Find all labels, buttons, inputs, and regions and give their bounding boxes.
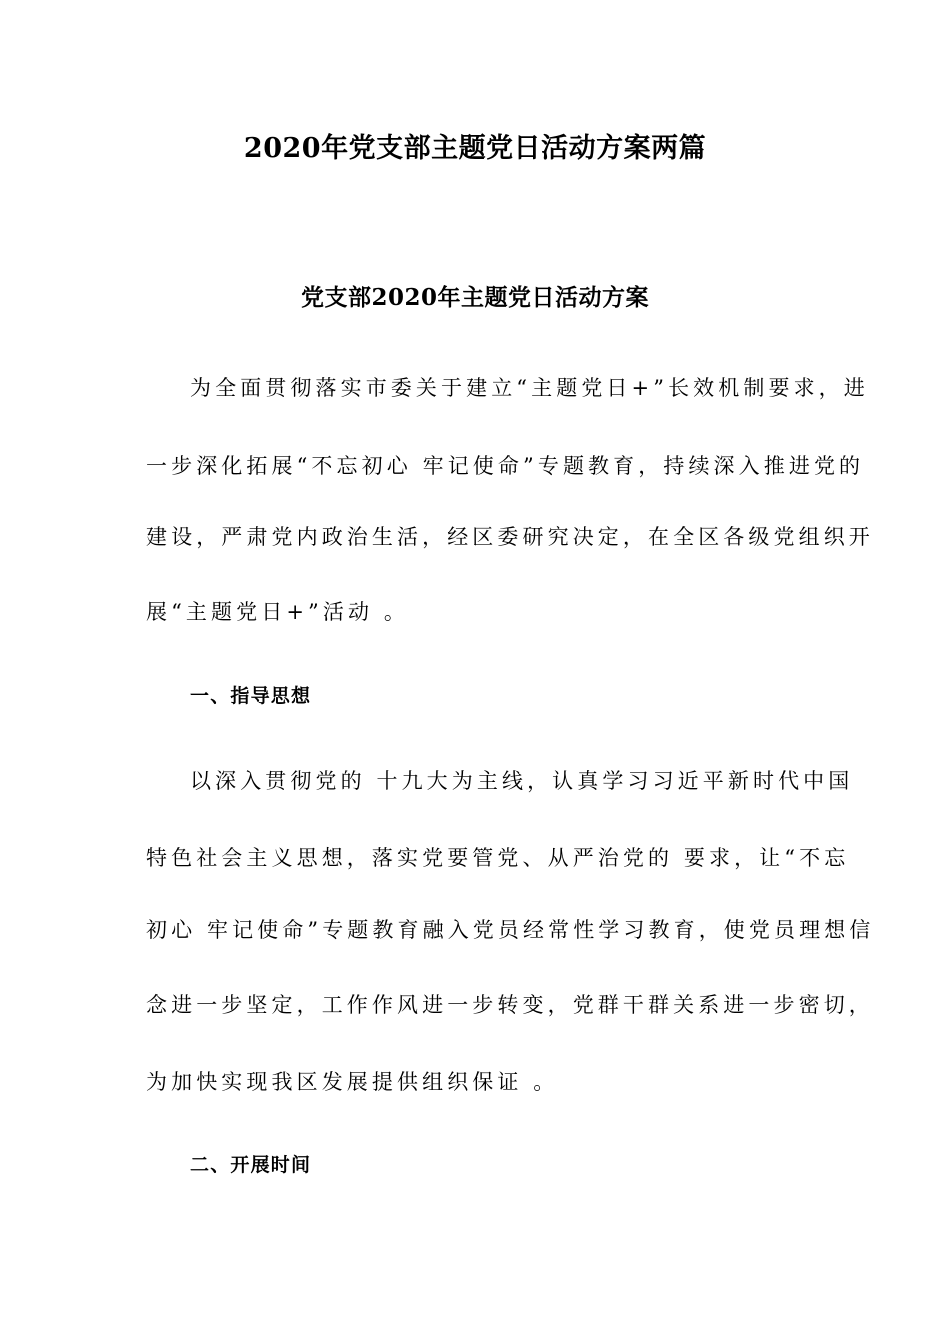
document-title: 2020年党支部主题党日活动方案两篇 bbox=[243, 133, 707, 164]
intro-paragraph-line: 为全面贯彻落实市委关于建立“主题党日+”长效机制要求，进 bbox=[190, 376, 869, 400]
intro-paragraph-line: 建设，严肃党内政治生活，经区委研究决定，在全区各级党组织开 bbox=[146, 525, 874, 549]
section1-paragraph-line: 特色社会主义思想，落实党要管党、从严治党的 要求，让“不忘 bbox=[146, 846, 850, 870]
section1-paragraph-line: 以深入贯彻党的 十九大为主线，认真学习习近平新时代中国 bbox=[190, 769, 854, 793]
section1-paragraph-line: 为加快实现我区发展提供组织保证 。 bbox=[146, 1070, 559, 1094]
intro-paragraph-line: 展“主题党日+”活动 。 bbox=[146, 600, 409, 624]
section-heading-schedule: 二、开展时间 bbox=[190, 1154, 312, 1176]
document-subtitle: 党支部2020年主题党日活动方案 bbox=[300, 284, 649, 311]
section1-paragraph-line: 念进一步坚定，工作作风进一步转变，党群干群关系进一步密切， bbox=[146, 993, 874, 1017]
intro-paragraph-line: 一步深化拓展“不忘初心 牢记使命”专题教育，持续深入推进党的 bbox=[146, 454, 865, 478]
section-heading-guiding-ideology: 一、指导思想 bbox=[190, 685, 312, 707]
section1-paragraph-line: 初心 牢记使命”专题教育融入党员经常性学习教育，使党员理想信 bbox=[146, 918, 875, 942]
